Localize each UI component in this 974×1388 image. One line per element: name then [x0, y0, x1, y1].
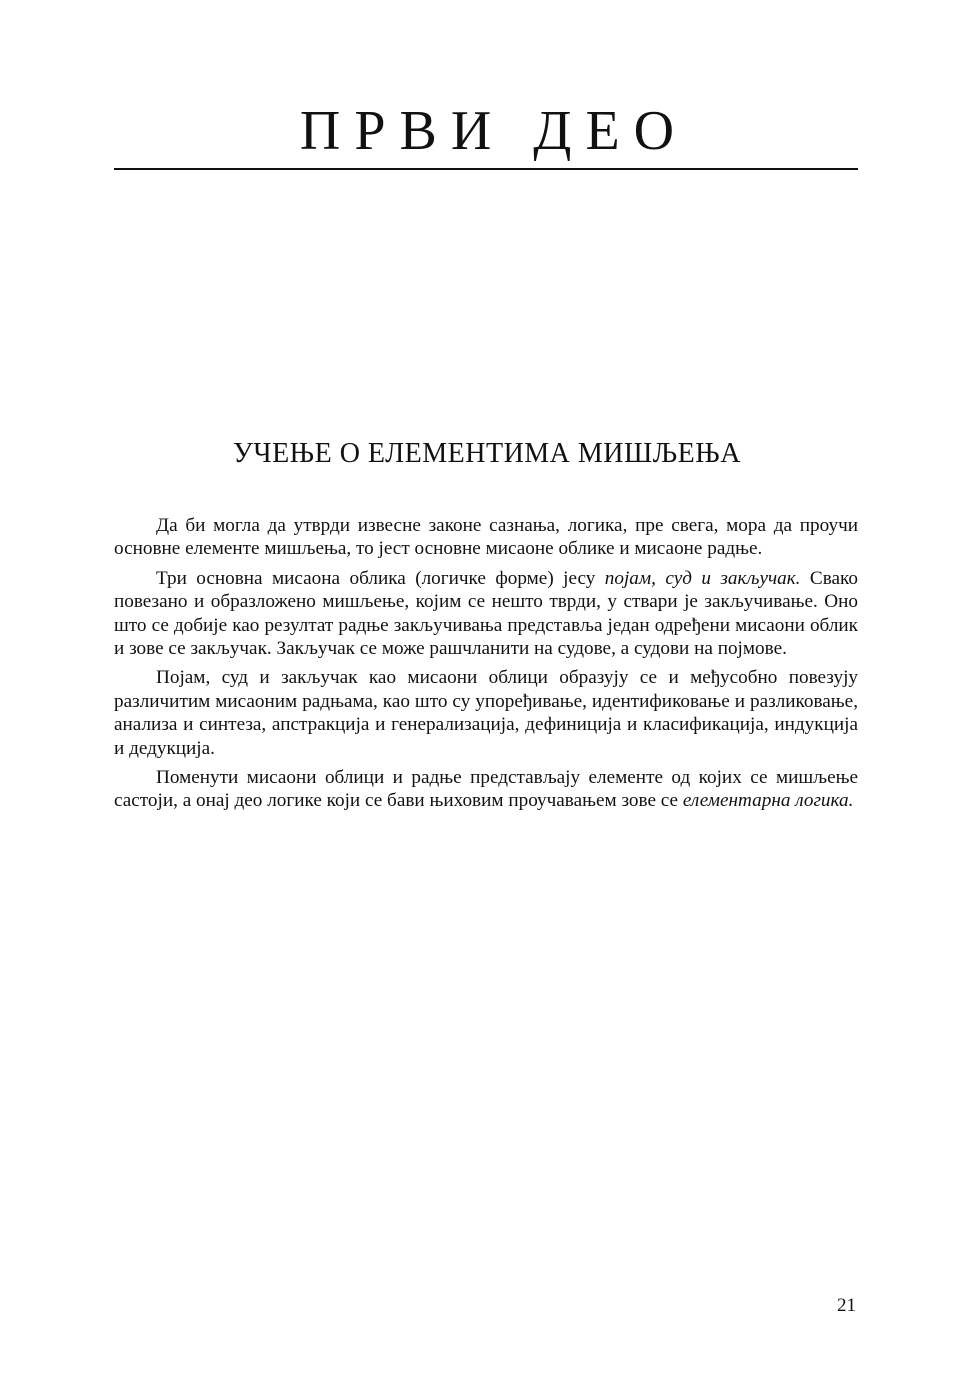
paragraph-4-lead: Поменути мисаони облици и радње представљају елементе од којих се мишљење састоји, а онај део логике који се бави њиховим проучавањем зове се [114, 767, 858, 812]
paragraph-2-emphasis: појам, суд и закључак. [604, 567, 801, 589]
paragraph-3: Појам, суд и закључак као мисаони облици образују се и међусобно повезују различитим мисаоним радњама, као што су упоређивање, идентификовање и разликовање, анализа и синтеза, апстракција и генерализација, дефиниција и класификација, индукција и дедукција. [114, 667, 858, 759]
part-title: ПРВИ ДЕО [299, 100, 689, 162]
paragraph-4-emphasis: елементарна логика. [682, 790, 854, 812]
body-text [114, 514, 858, 819]
paragraph-2-lead: Три основна мисаона облика (логичке форме) јесу [156, 567, 605, 589]
paragraph-2-rest: Свако повезано и образложено мишљење, којим се нешто тврди, у ствари је закључивање. Оно што се добије као резултат радње закључивања представља један одређени мисаони облик и зове се закључак. Закључак се може рашчланити на судове, а судови на појмове. [114, 567, 858, 660]
paragraph-4 [114, 766, 858, 813]
title-divider [114, 168, 858, 170]
paragraph-1: Да би могла да утврди извесне законе сазнања, логика, пре свега, мора да проучи основне елементе мишљења, то јест основне мисаоне облике и мисаоне радње. [114, 515, 858, 560]
chapter-title: УЧЕЊЕ О ЕЛЕМЕНТИМА МИШЉЕЊА [233, 438, 741, 469]
paragraph-2 [114, 567, 858, 661]
page-number: 21 [837, 1295, 856, 1316]
